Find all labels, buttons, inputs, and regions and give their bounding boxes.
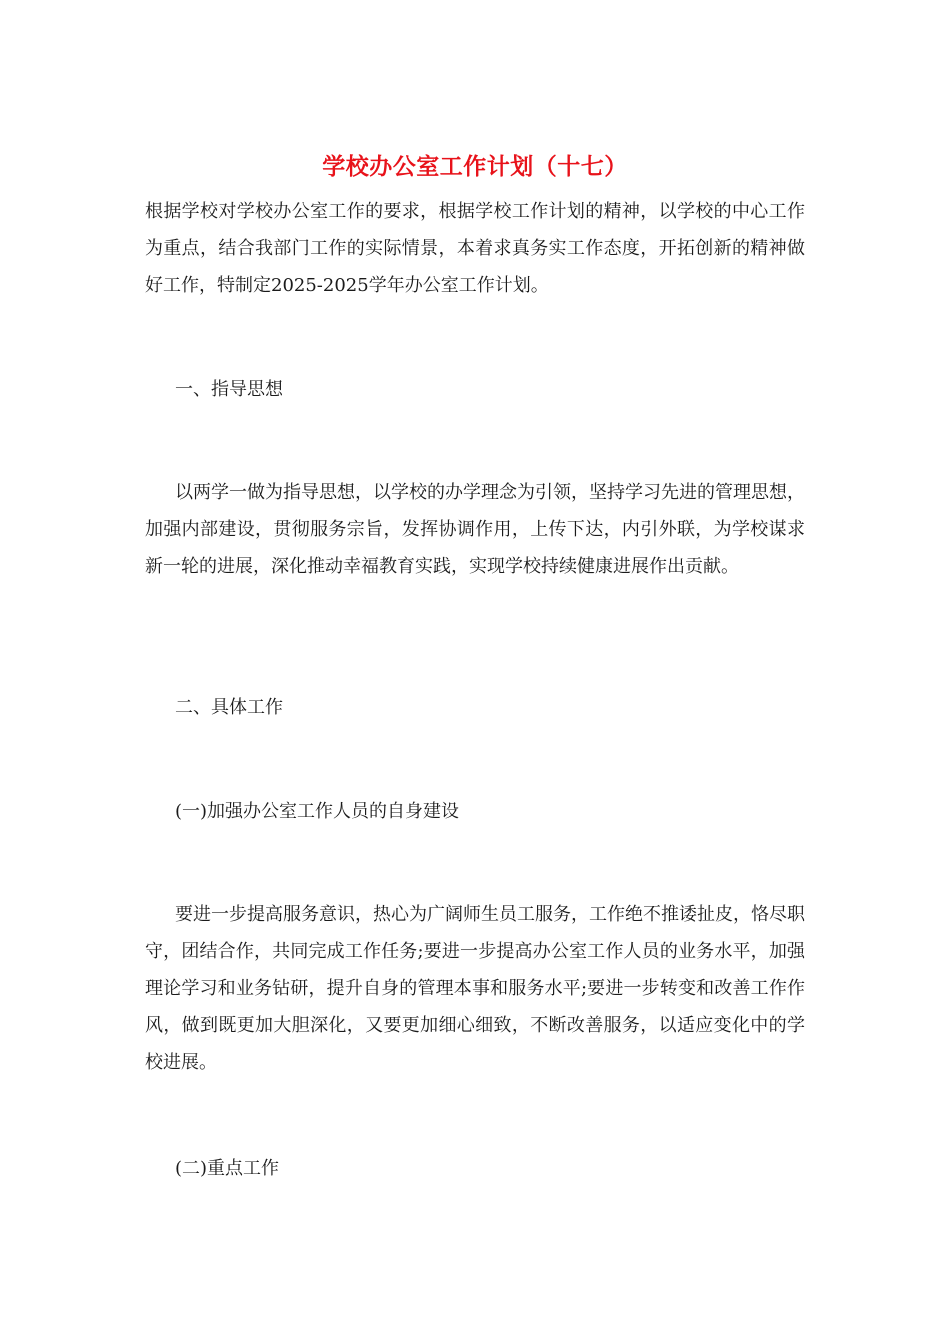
intro-paragraph: 根据学校对学校办公室工作的要求，根据学校工作计划的精神，以学校的中心工作为重点，结合我部门工作的实际情景，本着求真务实工作态度，开拓创新的精神做好工作，特制定2025-2025学年办公室工作计划。: [145, 201, 805, 296]
document-title: 学校办公室工作计划（十七）: [322, 153, 628, 180]
section-heading-specific-work: 二、具体工作: [175, 697, 283, 718]
self-building-paragraph: 要进一步提高服务意识，热心为广阔师生员工服务，工作绝不推诿扯皮，恪尽职守，团结合作，共同完成工作任务;要进一步提高办公室工作人员的业务水平，加强理论学习和业务钻研，提升自身的管理本事和服务水平;要进一步转变和改善工作作风，做到既更加大胆深化，又要更加细心细致，不断改善服务，以适应变化中的学校进展。: [145, 904, 805, 1073]
subsection-heading-key-work: (二)重点工作: [175, 1158, 280, 1179]
subsection-heading-self-building: (一)加强办公室工作人员的自身建设: [175, 801, 460, 822]
section-heading-guiding-thought: 一、指导思想: [175, 379, 283, 400]
guiding-thought-paragraph: 以两学一做为指导思想，以学校的办学理念为引领，坚持学习先进的管理思想，加强内部建设，贯彻服务宗旨，发挥协调作用，上传下达，内引外联，为学校谋求新一轮的进展，深化推动幸福教育实践，实现学校持续健康进展作出贡献。: [145, 482, 805, 577]
